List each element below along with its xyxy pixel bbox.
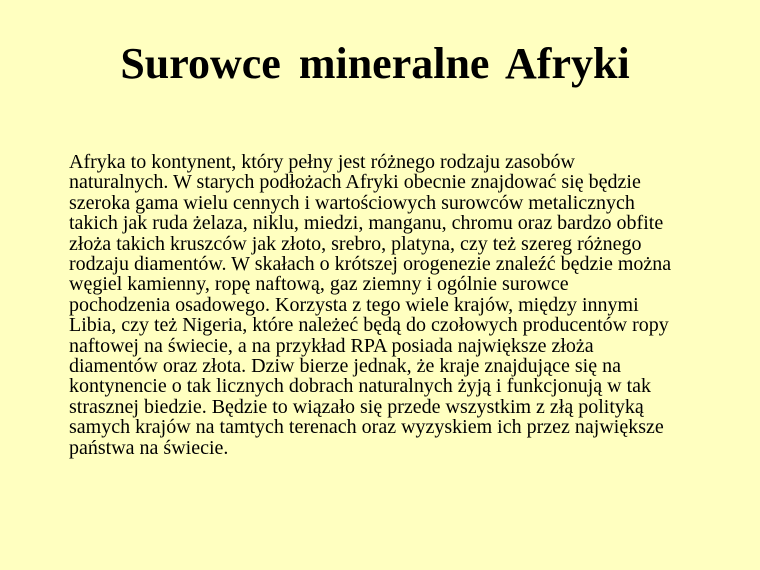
body-line: rodzaju diamentów. W skałach o krótszej orogenezie znaleźć będzie można [69, 253, 672, 276]
body-line: pochodzenia osadowego. Korzysta z tego wiele krajów, między innymi [69, 293, 639, 316]
body-line: węgiel kamienny, ropę naftową, gaz ziemny i ogólnie surowce [69, 273, 569, 296]
body-line: takich jak ruda żelaza, niklu, miedzi, manganu, chromu oraz bardzo obfite [69, 212, 664, 235]
slide-title: Surowce mineralne Afryki [120, 39, 630, 88]
body-line: państwa na świecie. [69, 436, 229, 459]
body-line: szeroka gama wielu cennych i wartościowych surowców metalicznych [69, 191, 635, 214]
body-line: naturalnych. W starych podłożach Afryki obecnie znajdować się będzie [69, 171, 641, 194]
body-line: kontynencie o tak licznych dobrach naturalnych żyją i funkcjonują w tak [69, 375, 652, 398]
body-line: złoża takich kruszców jak złoto, srebro, platyna, czy też szereg różnego [69, 232, 642, 255]
body-line: Afryka to kontynent, który pełny jest różnego rodzaju zasobów [69, 151, 575, 173]
body-line: strasznej biedzie. Będzie to wiązało się przede wszystkim z złą polityką [69, 395, 644, 418]
body-line: Libia, czy też Nigeria, które należeć będą do czołowych producentów ropy [69, 314, 669, 337]
body-line: naftowej na świecie, a na przykład RPA posiada największe złoża [69, 334, 594, 357]
body-line: samych krajów na tamtych terenach oraz wyzyskiem ich przez największe [69, 416, 664, 439]
slide-body-text [69, 152, 729, 458]
body-line: diamentów oraz złota. Dziw bierze jednak, że kraje znajdujące się na [69, 355, 621, 378]
